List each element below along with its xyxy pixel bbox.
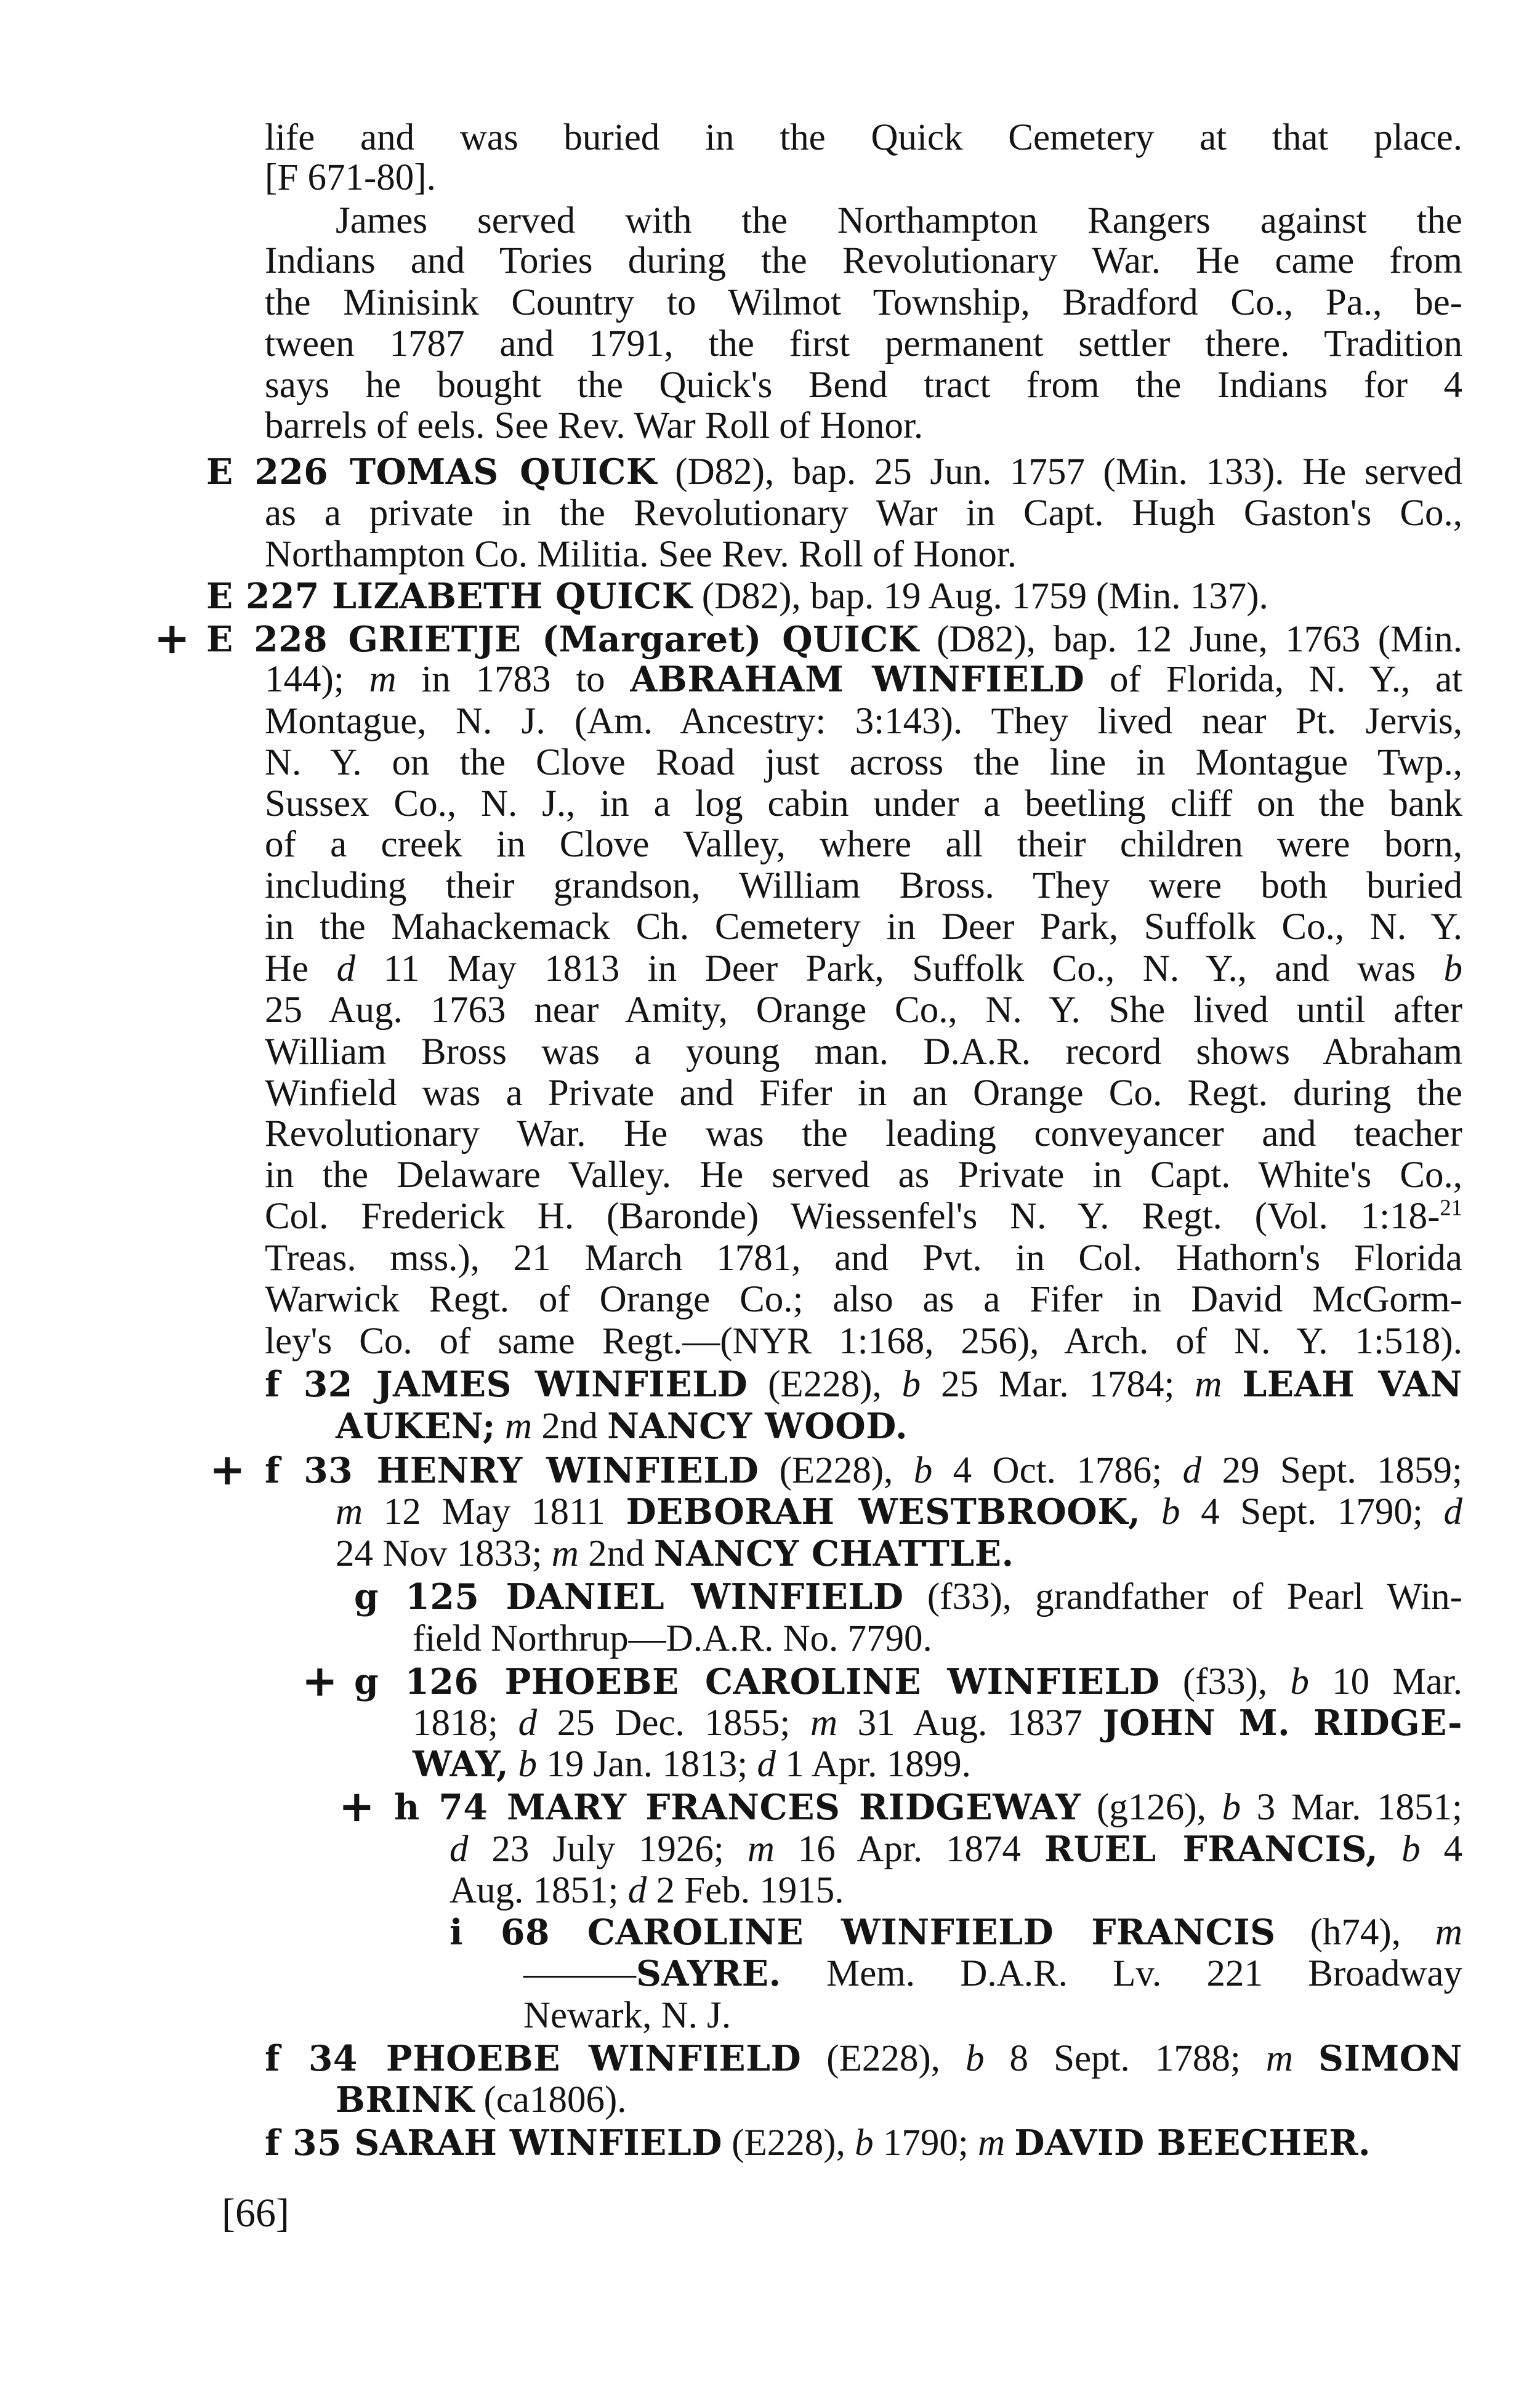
text-run: m	[978, 2122, 1006, 2164]
text-run: (D82), bap. 12 June, 1763 (Min.	[919, 619, 1462, 660]
text-line	[265, 2122, 1462, 2164]
text-line	[336, 200, 1462, 242]
name-heading: JOHN M. RIDGE-	[1102, 1703, 1463, 1744]
text-run: b	[855, 2122, 874, 2164]
name-heading: g 125 DANIEL WINFIELD	[354, 1577, 904, 1617]
text-run	[1293, 2038, 1318, 2079]
text-line	[265, 117, 1462, 159]
text-run: m	[1195, 1364, 1222, 1405]
text-run: b	[1401, 1829, 1421, 1870]
text-run: b	[913, 1450, 933, 1491]
text-run: 19 Jan. 1813;	[536, 1744, 757, 1785]
text-run: 144);	[265, 659, 369, 700]
text-line	[265, 2038, 1462, 2080]
text-line	[265, 1154, 1462, 1196]
text-run: m	[810, 1702, 838, 1744]
text-run	[1140, 1491, 1161, 1532]
text-line	[523, 1953, 1462, 1995]
text-line	[265, 364, 1462, 406]
text-run	[509, 1744, 518, 1785]
text-run: b	[965, 2038, 985, 2079]
text-run: (f33),	[1159, 1661, 1291, 1702]
text-run	[1005, 2122, 1014, 2164]
name-heading: NANCY CHATTLE.	[653, 1534, 1014, 1574]
text-run: [F 671-80].	[265, 157, 436, 198]
text-run: Aug. 1851;	[450, 1870, 628, 1911]
name-heading: f 34 PHOEBE WINFIELD	[265, 2039, 802, 2079]
name-heading: AUKEN;	[336, 1406, 496, 1447]
text-run: (D82), bap. 25 Jun. 1757 (Min. 133). He served	[656, 451, 1463, 493]
text-run: d	[518, 1702, 538, 1744]
text-line	[265, 1450, 1462, 1492]
text-line	[336, 2079, 1462, 2121]
text-run: the Minisink Country to Wilmot Township, Bradford Co., Pa., be-	[265, 282, 1462, 323]
text-run: m	[336, 1491, 363, 1532]
text-run: 16 Apr. 1874	[774, 1829, 1044, 1870]
text-run: d	[336, 948, 356, 989]
text-run: 21	[1440, 1194, 1462, 1220]
text-line	[450, 1912, 1462, 1954]
text-line	[206, 451, 1462, 493]
text-run: tween 1787 and 1791, the first permanent settler there. Tradition	[265, 323, 1462, 364]
text-run: d	[627, 1870, 647, 1911]
text-run: Montague, N. J. (Am. Ancestry: 3:143). They lived near Pt. Jervis,	[265, 701, 1462, 742]
name-heading: SIMON	[1318, 2039, 1463, 2079]
text-line	[265, 405, 1462, 447]
text-line	[265, 157, 1462, 199]
text-run: 1790;	[873, 2122, 978, 2164]
text-run: (E228),	[722, 2122, 855, 2164]
text-run: 23 July 1926;	[468, 1829, 748, 1870]
text-run: 29 Sept. 1859;	[1201, 1450, 1462, 1491]
text-run	[1222, 1364, 1242, 1405]
text-run: (h74),	[1275, 1912, 1435, 1953]
text-line	[265, 989, 1462, 1031]
text-run: d	[1443, 1491, 1462, 1532]
text-run: (D82), bap. 19 Aug. 1759 (Min. 137).	[692, 576, 1268, 617]
text-line	[354, 1576, 1462, 1618]
text-run: 1818;	[413, 1702, 518, 1744]
text-run: Indians and Tories during the Revolutionary War. He came from	[265, 240, 1462, 281]
name-heading: BRINK	[336, 2080, 475, 2120]
text-line	[265, 1238, 1462, 1279]
text-run: in the Delaware Valley. He served as Private in Capt. White's Co.,	[265, 1154, 1462, 1196]
text-run	[1378, 1829, 1401, 1870]
text-run: m	[1265, 2038, 1293, 2079]
text-run: James served with the Northampton Rangers against the	[336, 200, 1462, 241]
text-run: Treas. mss.), 21 March 1781, and Pvt. in Col. Hathorn's Florida	[265, 1238, 1462, 1279]
text-run: ley's Co. of same Regt.—(NYR 1:168, 256), Arch. of N. Y. 1:518).	[265, 1321, 1462, 1362]
text-line	[206, 619, 1462, 661]
text-line	[413, 1744, 1462, 1786]
text-run: 1 Apr. 1899.	[775, 1744, 971, 1785]
text-run: 4 Oct. 1786;	[932, 1450, 1183, 1491]
text-run: barrels of eels. See Rev. War Roll of Honor.	[265, 405, 924, 446]
text-run: Winfield was a Private and Fifer in an Orange Co. Regt. during the	[265, 1073, 1462, 1114]
text-run: 8 Sept. 1788;	[984, 2038, 1266, 2079]
text-run: 2nd	[532, 1406, 608, 1447]
text-run: (f33), grandfather of Pearl Win-	[903, 1576, 1462, 1617]
text-line	[336, 1406, 1462, 1448]
descendant-plus-marker: +	[154, 613, 190, 664]
text-run: Col. Frederick H. (Baronde) Wiessenfel's N. Y. Regt. (Vol. 1:18-	[265, 1196, 1440, 1237]
name-heading: DAVID BEECHER.	[1014, 2123, 1371, 2164]
text-line	[265, 824, 1462, 866]
text-run: b	[1290, 1661, 1309, 1702]
text-line	[265, 865, 1462, 907]
text-line	[265, 240, 1462, 282]
name-heading: NANCY WOOD.	[607, 1406, 908, 1447]
text-run: 10 Mar.	[1308, 1661, 1462, 1702]
text-run: of Florida, N. Y., at	[1084, 659, 1462, 700]
text-run: as a private in the Revolutionary War in Capt. Hugh Gaston's Co.,	[265, 493, 1462, 534]
text-run: of a creek in Clove Valley, where all their children were born,	[265, 824, 1462, 865]
text-run: Warwick Regt. of Orange Co.; also as a Fifer in David McGorm-	[265, 1279, 1462, 1320]
text-run: m	[1435, 1912, 1462, 1953]
name-heading: ABRAHAM WINFIELD	[630, 659, 1085, 700]
name-heading: WAY,	[413, 1744, 509, 1785]
name-heading: f 32 JAMES WINFIELD	[265, 1364, 748, 1405]
text-line	[413, 1618, 1462, 1660]
name-heading: f 33 HENRY WINFIELD	[265, 1451, 759, 1491]
text-line	[265, 323, 1462, 365]
text-line	[413, 1702, 1462, 1744]
text-run: Northampton Co. Militia. See Rev. Roll of Honor.	[265, 534, 1017, 575]
descendant-plus-marker: +	[339, 1781, 375, 1832]
name-heading: LEAH VAN	[1242, 1364, 1463, 1405]
text-run: (ca1806).	[474, 2079, 627, 2120]
text-line	[206, 576, 1462, 618]
text-run	[496, 1406, 505, 1447]
name-heading: h 74 MARY FRANCES RIDGEWAY	[394, 1787, 1081, 1828]
text-run: field Northrup—D.A.R. No. 7790.	[413, 1618, 932, 1659]
text-run: (g126),	[1081, 1787, 1222, 1828]
text-run: 12 May 1811	[363, 1491, 626, 1532]
text-run: m	[505, 1406, 533, 1447]
descendant-plus-marker: +	[209, 1444, 246, 1495]
text-line	[394, 1787, 1462, 1829]
text-run: Mem. D.A.R. Lv. 221 Broadway	[781, 1953, 1462, 1994]
text-line	[265, 948, 1462, 990]
text-line	[265, 1031, 1462, 1073]
text-line	[354, 1661, 1462, 1703]
text-run: d	[1182, 1450, 1202, 1491]
text-run: 11 May 1813 in Deer Park, Suffolk Co., N. Y., and was	[355, 948, 1444, 989]
text-run: 4	[1420, 1829, 1463, 1870]
text-line	[265, 1321, 1462, 1363]
text-line	[265, 783, 1462, 825]
name-heading: i 68 CAROLINE WINFIELD FRANCIS	[450, 1912, 1276, 1953]
text-run: life and was buried in the Quick Cemetery at that place.	[265, 117, 1462, 158]
text-run: including their grandson, William Bross. They were both buried	[265, 865, 1462, 906]
text-run: b	[1443, 948, 1462, 989]
text-run: (E228),	[801, 2038, 966, 2079]
text-line	[265, 534, 1462, 576]
text-run: Newark, N. J.	[523, 1995, 732, 2036]
text-line	[265, 1279, 1462, 1321]
text-line	[265, 1196, 1462, 1238]
text-run: m	[551, 1533, 579, 1574]
text-run: b	[518, 1744, 537, 1785]
name-heading: DEBORAH WESTBROOK,	[626, 1492, 1141, 1532]
descendant-plus-marker: +	[302, 1656, 338, 1706]
text-line	[265, 906, 1462, 948]
text-run: 24 Nov 1833;	[336, 1533, 552, 1574]
text-run: ———	[523, 1953, 636, 1994]
text-run: 25 Aug. 1763 near Amity, Orange Co., N. Y. She lived until after	[265, 989, 1462, 1031]
text-line	[450, 1829, 1462, 1870]
text-run: b	[1222, 1787, 1241, 1828]
name-heading: E 226 TOMAS QUICK	[206, 452, 657, 493]
text-line	[265, 659, 1462, 701]
text-run: d	[757, 1744, 776, 1785]
text-line	[265, 742, 1462, 784]
name-heading: E 227 LIZABETH QUICK	[206, 576, 693, 617]
text-run: (E228),	[748, 1364, 902, 1405]
text-line	[523, 1995, 1462, 2037]
name-heading: RUEL FRANCIS,	[1044, 1829, 1379, 1870]
name-heading: f 35 SARAH WINFIELD	[265, 2123, 722, 2164]
text-line	[265, 1073, 1462, 1114]
text-run: 2nd	[578, 1533, 654, 1574]
text-run: Sussex Co., N. J., in a log cabin under a beetling cliff on the bank	[265, 783, 1462, 824]
text-line	[265, 282, 1462, 324]
text-run: (E228),	[759, 1450, 914, 1491]
text-run: b	[1161, 1491, 1180, 1532]
text-line	[265, 493, 1462, 534]
text-run: 3 Mar. 1851;	[1241, 1787, 1462, 1828]
text-run: m	[747, 1829, 775, 1870]
text-run: William Bross was a young man. D.A.R. record shows Abraham	[265, 1031, 1462, 1073]
text-line	[265, 1113, 1462, 1155]
text-line	[336, 1491, 1462, 1533]
name-heading: SAYRE.	[636, 1954, 781, 1994]
name-heading: E 228 GRIETJE (Margaret) QUICK	[206, 619, 919, 660]
text-run: 31 Aug. 1837	[837, 1702, 1103, 1744]
text-run: in 1783 to	[396, 659, 631, 700]
text-line	[265, 701, 1462, 743]
page-number: [66]	[222, 2191, 289, 2236]
text-run: m	[369, 659, 397, 700]
text-run: b	[901, 1364, 921, 1405]
text-line	[265, 1364, 1462, 1406]
text-line	[336, 1533, 1462, 1575]
text-run: says he bought the Quick's Bend tract from the Indians for 4	[265, 364, 1462, 406]
text-run: 4 Sept. 1790;	[1180, 1491, 1444, 1532]
text-run: 2 Feb. 1915.	[647, 1870, 844, 1911]
text-run: N. Y. on the Clove Road just across the line in Montague Twp.,	[265, 742, 1462, 783]
text-run: 25 Mar. 1784;	[921, 1364, 1195, 1405]
text-run: 25 Dec. 1855;	[537, 1702, 810, 1744]
name-heading: g 126 PHOEBE CAROLINE WINFIELD	[354, 1662, 1160, 1702]
text-run: d	[450, 1829, 469, 1870]
text-line	[450, 1870, 1462, 1912]
text-run: in the Mahackemack Ch. Cemetery in Deer Park, Suffolk Co., N. Y.	[265, 906, 1462, 948]
text-run: He	[265, 948, 337, 989]
text-run: Revolutionary War. He was the leading conveyancer and teacher	[265, 1113, 1462, 1154]
